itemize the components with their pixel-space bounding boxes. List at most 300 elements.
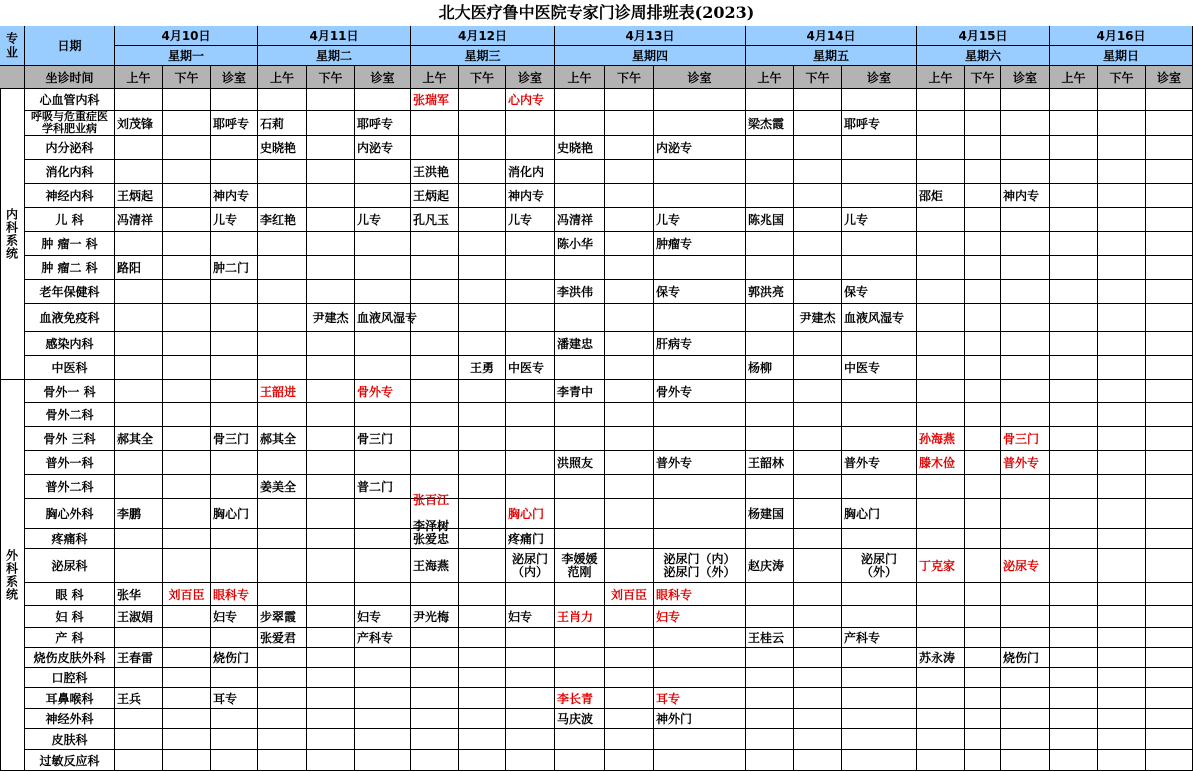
empty-cell[interactable] — [965, 688, 1001, 709]
empty-cell[interactable] — [605, 280, 654, 304]
empty-cell[interactable] — [307, 111, 355, 136]
empty-cell[interactable] — [605, 668, 654, 688]
empty-cell[interactable] — [258, 688, 307, 709]
empty-cell[interactable] — [211, 451, 258, 475]
empty-cell[interactable] — [605, 136, 654, 160]
empty-cell[interactable] — [746, 427, 794, 451]
empty-cell[interactable] — [459, 729, 506, 750]
empty-cell[interactable] — [258, 529, 307, 549]
empty-cell[interactable] — [842, 606, 917, 628]
empty-cell[interactable] — [746, 304, 794, 332]
doctor-cell[interactable] — [746, 549, 794, 583]
doctor-cell[interactable] — [115, 499, 163, 529]
empty-cell[interactable] — [459, 451, 506, 475]
empty-cell[interactable] — [163, 499, 211, 529]
empty-cell[interactable] — [258, 499, 307, 529]
empty-cell[interactable] — [605, 688, 654, 709]
doctor-cell[interactable] — [258, 606, 307, 628]
clinic-room-cell[interactable] — [654, 208, 746, 232]
empty-cell[interactable] — [1146, 529, 1193, 549]
empty-cell[interactable] — [1050, 111, 1098, 136]
clinic-room-cell[interactable] — [842, 499, 917, 529]
empty-cell[interactable] — [1146, 280, 1193, 304]
empty-cell[interactable] — [965, 256, 1001, 280]
empty-cell[interactable] — [1146, 356, 1193, 380]
empty-cell[interactable] — [1146, 606, 1193, 628]
doctor-cell[interactable] — [555, 606, 605, 628]
empty-cell[interactable] — [163, 111, 211, 136]
clinic-room-cell[interactable] — [842, 208, 917, 232]
empty-cell[interactable] — [654, 111, 746, 136]
empty-cell[interactable] — [258, 160, 307, 184]
empty-cell[interactable] — [459, 668, 506, 688]
empty-cell[interactable] — [211, 160, 258, 184]
empty-cell[interactable] — [555, 628, 605, 648]
empty-cell[interactable] — [842, 136, 917, 160]
empty-cell[interactable] — [459, 499, 506, 529]
doctor-cell[interactable] — [746, 451, 794, 475]
empty-cell[interactable] — [1001, 499, 1050, 529]
empty-cell[interactable] — [794, 403, 842, 427]
empty-cell[interactable] — [555, 89, 605, 111]
empty-cell[interactable] — [555, 529, 605, 549]
empty-cell[interactable] — [355, 332, 411, 356]
empty-cell[interactable] — [917, 136, 965, 160]
empty-cell[interactable] — [307, 89, 355, 111]
empty-cell[interactable] — [794, 256, 842, 280]
empty-cell[interactable] — [654, 648, 746, 668]
empty-cell[interactable] — [307, 380, 355, 403]
empty-cell[interactable] — [1098, 380, 1146, 403]
empty-cell[interactable] — [163, 688, 211, 709]
empty-cell[interactable] — [746, 475, 794, 499]
empty-cell[interactable] — [459, 184, 506, 208]
empty-cell[interactable] — [917, 89, 965, 111]
empty-cell[interactable] — [1050, 380, 1098, 403]
empty-cell[interactable] — [965, 136, 1001, 160]
empty-cell[interactable] — [355, 729, 411, 750]
clinic-room-cell[interactable] — [654, 549, 746, 583]
empty-cell[interactable] — [1001, 356, 1050, 380]
empty-cell[interactable] — [794, 232, 842, 256]
empty-cell[interactable] — [1146, 709, 1193, 729]
doctor-cell[interactable] — [411, 606, 459, 628]
empty-cell[interactable] — [258, 256, 307, 280]
clinic-room-cell[interactable] — [211, 208, 258, 232]
empty-cell[interactable] — [211, 136, 258, 160]
empty-cell[interactable] — [211, 332, 258, 356]
empty-cell[interactable] — [965, 427, 1001, 451]
clinic-room-cell[interactable] — [506, 529, 555, 549]
empty-cell[interactable] — [605, 356, 654, 380]
empty-cell[interactable] — [355, 648, 411, 668]
empty-cell[interactable] — [163, 208, 211, 232]
doctor-cell[interactable] — [555, 549, 605, 583]
empty-cell[interactable] — [1050, 184, 1098, 208]
empty-cell[interactable] — [163, 648, 211, 668]
empty-cell[interactable] — [794, 688, 842, 709]
empty-cell[interactable] — [459, 332, 506, 356]
clinic-room-cell[interactable] — [654, 688, 746, 709]
empty-cell[interactable] — [163, 356, 211, 380]
empty-cell[interactable] — [746, 160, 794, 184]
empty-cell[interactable] — [411, 451, 459, 475]
empty-cell[interactable] — [555, 304, 605, 332]
empty-cell[interactable] — [1050, 549, 1098, 583]
empty-cell[interactable] — [842, 648, 917, 668]
empty-cell[interactable] — [211, 380, 258, 403]
clinic-room-cell[interactable] — [842, 111, 917, 136]
empty-cell[interactable] — [1050, 668, 1098, 688]
empty-cell[interactable] — [654, 529, 746, 549]
empty-cell[interactable] — [842, 332, 917, 356]
empty-cell[interactable] — [842, 184, 917, 208]
empty-cell[interactable] — [1098, 304, 1146, 332]
empty-cell[interactable] — [965, 451, 1001, 475]
empty-cell[interactable] — [555, 668, 605, 688]
empty-cell[interactable] — [459, 380, 506, 403]
empty-cell[interactable] — [605, 709, 654, 729]
empty-cell[interactable] — [746, 380, 794, 403]
empty-cell[interactable] — [605, 549, 654, 583]
empty-cell[interactable] — [654, 750, 746, 771]
empty-cell[interactable] — [965, 549, 1001, 583]
empty-cell[interactable] — [163, 403, 211, 427]
empty-cell[interactable] — [794, 184, 842, 208]
doctor-cell[interactable] — [555, 280, 605, 304]
empty-cell[interactable] — [605, 111, 654, 136]
empty-cell[interactable] — [555, 750, 605, 771]
empty-cell[interactable] — [506, 628, 555, 648]
empty-cell[interactable] — [605, 184, 654, 208]
empty-cell[interactable] — [746, 529, 794, 549]
empty-cell[interactable] — [605, 729, 654, 750]
empty-cell[interactable] — [1098, 208, 1146, 232]
empty-cell[interactable] — [605, 332, 654, 356]
clinic-room-cell[interactable] — [355, 427, 411, 451]
empty-cell[interactable] — [917, 160, 965, 184]
empty-cell[interactable] — [211, 304, 258, 332]
empty-cell[interactable] — [307, 529, 355, 549]
empty-cell[interactable] — [1098, 136, 1146, 160]
empty-cell[interactable] — [1001, 380, 1050, 403]
empty-cell[interactable] — [654, 256, 746, 280]
empty-cell[interactable] — [459, 232, 506, 256]
empty-cell[interactable] — [115, 529, 163, 549]
empty-cell[interactable] — [746, 583, 794, 606]
empty-cell[interactable] — [1050, 583, 1098, 606]
empty-cell[interactable] — [1050, 280, 1098, 304]
empty-cell[interactable] — [211, 356, 258, 380]
empty-cell[interactable] — [411, 729, 459, 750]
empty-cell[interactable] — [654, 89, 746, 111]
empty-cell[interactable] — [605, 232, 654, 256]
empty-cell[interactable] — [1146, 89, 1193, 111]
empty-cell[interactable] — [1001, 750, 1050, 771]
empty-cell[interactable] — [794, 606, 842, 628]
empty-cell[interactable] — [965, 529, 1001, 549]
empty-cell[interactable] — [1050, 729, 1098, 750]
empty-cell[interactable] — [411, 332, 459, 356]
empty-cell[interactable] — [506, 280, 555, 304]
empty-cell[interactable] — [746, 184, 794, 208]
clinic-room-cell[interactable] — [1001, 184, 1050, 208]
empty-cell[interactable] — [965, 280, 1001, 304]
empty-cell[interactable] — [211, 729, 258, 750]
empty-cell[interactable] — [506, 668, 555, 688]
empty-cell[interactable] — [506, 304, 555, 332]
doctor-cell[interactable] — [411, 184, 459, 208]
doctor-cell[interactable] — [258, 111, 307, 136]
clinic-room-cell[interactable] — [355, 628, 411, 648]
doctor-cell[interactable] — [115, 648, 163, 668]
empty-cell[interactable] — [307, 709, 355, 729]
empty-cell[interactable] — [1146, 208, 1193, 232]
empty-cell[interactable] — [459, 304, 506, 332]
empty-cell[interactable] — [307, 750, 355, 771]
empty-cell[interactable] — [1098, 184, 1146, 208]
empty-cell[interactable] — [794, 628, 842, 648]
empty-cell[interactable] — [1098, 709, 1146, 729]
empty-cell[interactable] — [605, 529, 654, 549]
doctor-cell[interactable] — [258, 475, 307, 499]
clinic-room-cell[interactable] — [506, 606, 555, 628]
empty-cell[interactable] — [917, 208, 965, 232]
empty-cell[interactable] — [115, 729, 163, 750]
empty-cell[interactable] — [307, 451, 355, 475]
empty-cell[interactable] — [307, 356, 355, 380]
empty-cell[interactable] — [965, 356, 1001, 380]
clinic-room-cell[interactable] — [654, 332, 746, 356]
empty-cell[interactable] — [163, 136, 211, 160]
empty-cell[interactable] — [794, 583, 842, 606]
empty-cell[interactable] — [654, 403, 746, 427]
empty-cell[interactable] — [211, 403, 258, 427]
empty-cell[interactable] — [258, 232, 307, 256]
empty-cell[interactable] — [746, 709, 794, 729]
empty-cell[interactable] — [965, 729, 1001, 750]
empty-cell[interactable] — [115, 160, 163, 184]
clinic-room-cell[interactable] — [1001, 648, 1050, 668]
empty-cell[interactable] — [506, 332, 555, 356]
doctor-cell[interactable] — [115, 111, 163, 136]
empty-cell[interactable] — [506, 232, 555, 256]
empty-cell[interactable] — [506, 648, 555, 668]
empty-cell[interactable] — [1098, 111, 1146, 136]
empty-cell[interactable] — [794, 208, 842, 232]
empty-cell[interactable] — [506, 451, 555, 475]
empty-cell[interactable] — [917, 111, 965, 136]
empty-cell[interactable] — [459, 628, 506, 648]
empty-cell[interactable] — [605, 89, 654, 111]
empty-cell[interactable] — [605, 403, 654, 427]
empty-cell[interactable] — [842, 256, 917, 280]
empty-cell[interactable] — [1098, 332, 1146, 356]
empty-cell[interactable] — [654, 668, 746, 688]
empty-cell[interactable] — [163, 729, 211, 750]
empty-cell[interactable] — [605, 628, 654, 648]
clinic-room-cell[interactable] — [355, 475, 411, 499]
empty-cell[interactable] — [459, 606, 506, 628]
empty-cell[interactable] — [459, 583, 506, 606]
empty-cell[interactable] — [842, 160, 917, 184]
empty-cell[interactable] — [411, 380, 459, 403]
empty-cell[interactable] — [355, 529, 411, 549]
empty-cell[interactable] — [1098, 606, 1146, 628]
empty-cell[interactable] — [163, 427, 211, 451]
empty-cell[interactable] — [746, 668, 794, 688]
empty-cell[interactable] — [965, 475, 1001, 499]
empty-cell[interactable] — [307, 668, 355, 688]
empty-cell[interactable] — [355, 583, 411, 606]
empty-cell[interactable] — [1098, 549, 1146, 583]
empty-cell[interactable] — [258, 280, 307, 304]
empty-cell[interactable] — [794, 499, 842, 529]
empty-cell[interactable] — [1146, 475, 1193, 499]
empty-cell[interactable] — [1098, 160, 1146, 184]
clinic-room-cell[interactable] — [1001, 549, 1050, 583]
empty-cell[interactable] — [307, 475, 355, 499]
empty-cell[interactable] — [1098, 628, 1146, 648]
empty-cell[interactable] — [1050, 427, 1098, 451]
empty-cell[interactable] — [258, 750, 307, 771]
empty-cell[interactable] — [1001, 208, 1050, 232]
empty-cell[interactable] — [115, 668, 163, 688]
empty-cell[interactable] — [1050, 332, 1098, 356]
empty-cell[interactable] — [307, 184, 355, 208]
empty-cell[interactable] — [411, 403, 459, 427]
empty-cell[interactable] — [965, 184, 1001, 208]
empty-cell[interactable] — [1050, 606, 1098, 628]
doctor-cell[interactable] — [459, 356, 506, 380]
empty-cell[interactable] — [459, 403, 506, 427]
empty-cell[interactable] — [1001, 583, 1050, 606]
empty-cell[interactable] — [746, 750, 794, 771]
empty-cell[interactable] — [746, 136, 794, 160]
empty-cell[interactable] — [115, 380, 163, 403]
empty-cell[interactable] — [355, 160, 411, 184]
empty-cell[interactable] — [842, 427, 917, 451]
empty-cell[interactable] — [258, 332, 307, 356]
empty-cell[interactable] — [506, 403, 555, 427]
empty-cell[interactable] — [1001, 332, 1050, 356]
empty-cell[interactable] — [1098, 89, 1146, 111]
empty-cell[interactable] — [654, 628, 746, 648]
doctor-cell[interactable] — [411, 493, 459, 533]
empty-cell[interactable] — [459, 529, 506, 549]
empty-cell[interactable] — [1050, 709, 1098, 729]
empty-cell[interactable] — [1146, 499, 1193, 529]
empty-cell[interactable] — [1146, 332, 1193, 356]
empty-cell[interactable] — [459, 475, 506, 499]
doctor-cell[interactable] — [411, 549, 459, 583]
doctor-cell[interactable] — [605, 583, 654, 606]
empty-cell[interactable] — [459, 750, 506, 771]
doctor-cell[interactable] — [411, 160, 459, 184]
doctor-cell[interactable] — [115, 427, 163, 451]
empty-cell[interactable] — [842, 583, 917, 606]
empty-cell[interactable] — [917, 332, 965, 356]
doctor-cell[interactable] — [555, 136, 605, 160]
empty-cell[interactable] — [1098, 583, 1146, 606]
doctor-cell[interactable] — [555, 332, 605, 356]
empty-cell[interactable] — [411, 750, 459, 771]
empty-cell[interactable] — [307, 160, 355, 184]
empty-cell[interactable] — [1001, 606, 1050, 628]
empty-cell[interactable] — [794, 668, 842, 688]
doctor-cell[interactable] — [115, 184, 163, 208]
empty-cell[interactable] — [115, 304, 163, 332]
empty-cell[interactable] — [1001, 89, 1050, 111]
empty-cell[interactable] — [605, 256, 654, 280]
empty-cell[interactable] — [163, 89, 211, 111]
doctor-cell[interactable] — [307, 304, 355, 332]
empty-cell[interactable] — [654, 304, 746, 332]
empty-cell[interactable] — [1050, 499, 1098, 529]
empty-cell[interactable] — [163, 256, 211, 280]
empty-cell[interactable] — [355, 499, 411, 529]
clinic-room-cell[interactable] — [355, 606, 411, 628]
empty-cell[interactable] — [555, 583, 605, 606]
empty-cell[interactable] — [163, 304, 211, 332]
empty-cell[interactable] — [965, 304, 1001, 332]
empty-cell[interactable] — [794, 451, 842, 475]
clinic-room-cell[interactable] — [1001, 427, 1050, 451]
empty-cell[interactable] — [965, 380, 1001, 403]
empty-cell[interactable] — [411, 427, 459, 451]
empty-cell[interactable] — [163, 628, 211, 648]
empty-cell[interactable] — [917, 688, 965, 709]
clinic-room-cell[interactable] — [355, 136, 411, 160]
empty-cell[interactable] — [1146, 750, 1193, 771]
empty-cell[interactable] — [746, 89, 794, 111]
empty-cell[interactable] — [1146, 256, 1193, 280]
empty-cell[interactable] — [654, 184, 746, 208]
empty-cell[interactable] — [355, 549, 411, 583]
empty-cell[interactable] — [965, 499, 1001, 529]
empty-cell[interactable] — [115, 709, 163, 729]
empty-cell[interactable] — [1146, 136, 1193, 160]
empty-cell[interactable] — [506, 583, 555, 606]
empty-cell[interactable] — [211, 709, 258, 729]
empty-cell[interactable] — [307, 648, 355, 668]
empty-cell[interactable] — [917, 750, 965, 771]
empty-cell[interactable] — [1050, 89, 1098, 111]
empty-cell[interactable] — [746, 729, 794, 750]
empty-cell[interactable] — [917, 729, 965, 750]
doctor-cell[interactable] — [746, 280, 794, 304]
empty-cell[interactable] — [307, 208, 355, 232]
empty-cell[interactable] — [555, 184, 605, 208]
doctor-cell[interactable] — [411, 208, 459, 232]
clinic-room-cell[interactable] — [211, 583, 258, 606]
empty-cell[interactable] — [555, 427, 605, 451]
empty-cell[interactable] — [794, 475, 842, 499]
empty-cell[interactable] — [506, 427, 555, 451]
empty-cell[interactable] — [307, 232, 355, 256]
doctor-cell[interactable] — [258, 427, 307, 451]
empty-cell[interactable] — [1098, 403, 1146, 427]
empty-cell[interactable] — [211, 750, 258, 771]
clinic-room-cell[interactable] — [355, 304, 418, 332]
empty-cell[interactable] — [307, 427, 355, 451]
clinic-room-cell[interactable] — [211, 499, 258, 529]
empty-cell[interactable] — [965, 111, 1001, 136]
empty-cell[interactable] — [459, 208, 506, 232]
doctor-cell[interactable] — [411, 89, 459, 111]
empty-cell[interactable] — [917, 583, 965, 606]
empty-cell[interactable] — [115, 451, 163, 475]
